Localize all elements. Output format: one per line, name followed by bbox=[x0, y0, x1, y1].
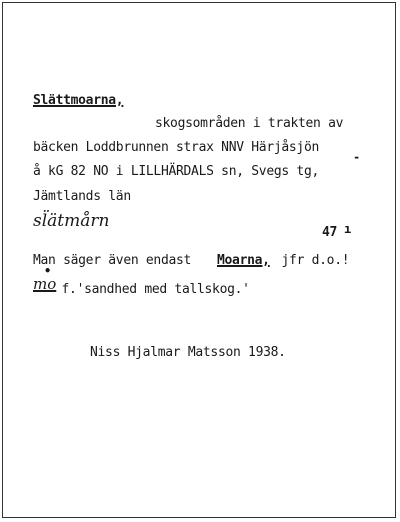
number-mark: ı bbox=[344, 222, 352, 236]
phonetic-transcription: sl̈ätmårn bbox=[33, 211, 110, 231]
line-2-location: bäcken Loddbrunnen strax NNV Härjåsjön bbox=[33, 140, 320, 155]
phonetic-short: mo bbox=[33, 275, 57, 293]
number-label: 47 bbox=[322, 225, 338, 240]
line-6-moarna: Moarna, bbox=[217, 253, 270, 268]
line-4-county: Jämtlands län bbox=[33, 189, 131, 204]
line-6-b: jfr d.o.! bbox=[274, 253, 350, 268]
headword: Slättmoarna, bbox=[33, 93, 124, 108]
signature: Niss Hjalmar Matsson 1938. bbox=[90, 345, 286, 360]
line-6-a: Man säger även endast bbox=[33, 253, 199, 268]
dot-mark: • bbox=[44, 264, 52, 278]
line-1-description: skogsområden i trakten av bbox=[155, 116, 344, 131]
line-7-gloss: f.'sandhed med tallskog.' bbox=[54, 282, 250, 297]
line-3-map-reference: å kG 82 NO i LILLHÄRDALS sn, Svegs tg, bbox=[33, 164, 320, 179]
stress-mark: - bbox=[353, 150, 361, 164]
